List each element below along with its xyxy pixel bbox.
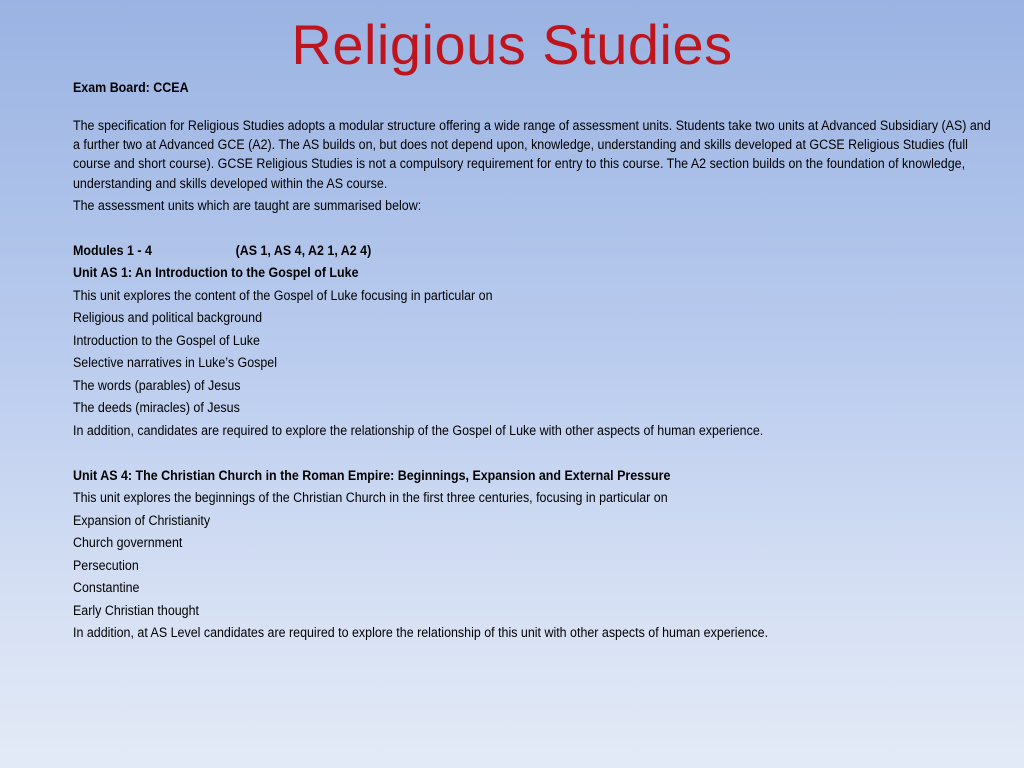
list-item: The deeds (miracles) of Jesus (73, 400, 240, 416)
list-item: Selective narratives in Luke’s Gospel (73, 355, 277, 371)
slide-title: Religious Studies (291, 13, 733, 76)
modules-line (73, 240, 1003, 263)
unit-as1-heading: Unit AS 1: An Introduction to the Gospel of Luke (73, 265, 359, 281)
spacer (73, 215, 1003, 240)
modules-label: Modules 1 - 4 (73, 242, 152, 258)
list-item: Constantine (73, 580, 140, 596)
spacer (73, 97, 1003, 116)
unit-as4-heading: Unit AS 4: The Christian Church in the Roman Empire: Beginnings, Expansion and External Pressure (73, 467, 671, 483)
list-item: The words (parables) of Jesus (73, 377, 241, 393)
list-item: Expansion of Christianity (73, 512, 211, 528)
list-item: Religious and political background (73, 310, 263, 326)
unit-as1-closing: In addition, candidates are required to explore the relationship of the Gospel of Luke with other aspects of human experience. (73, 422, 764, 438)
list-item: Persecution (73, 557, 139, 573)
exam-board: Exam Board: CCEA (73, 80, 189, 95)
unit-as1-intro: This unit explores the content of the Gospel of Luke focusing in particular on (73, 287, 493, 303)
modules-range: (AS 1, AS 4, A2 1, A2 4) (235, 242, 372, 258)
intro-paragraph: The specification for Religious Studies adopts a modular structure offering a wide range of assessment units. Students take two units at Advanced Subsidiary (AS) and a further two at Advanced GCE (A2). The AS builds on, but does not depend upon, knowledge, understanding and skills developed at GCSE Religious Studies (full course and short course). GCSE Religious Studies is not a compulsory requirement for entry to this course. The A2 section builds on the foundation of knowledge, understanding and skills developed within the AS course. (73, 118, 991, 191)
list-item: Introduction to the Gospel of Luke (73, 332, 260, 348)
summary-line: The assessment units which are taught are summarised below: (73, 197, 422, 213)
list-item: Church government (73, 535, 183, 551)
spacer (73, 442, 1003, 465)
list-item: Early Christian thought (73, 602, 199, 618)
unit-as4-intro: This unit explores the beginnings of the Christian Church in the first three centuries, focusing in particular on (73, 490, 668, 506)
slide-body (73, 78, 1003, 645)
unit-as4-closing: In addition, at AS Level candidates are required to explore the relationship of this unit with other aspects of human experience. (73, 625, 769, 641)
